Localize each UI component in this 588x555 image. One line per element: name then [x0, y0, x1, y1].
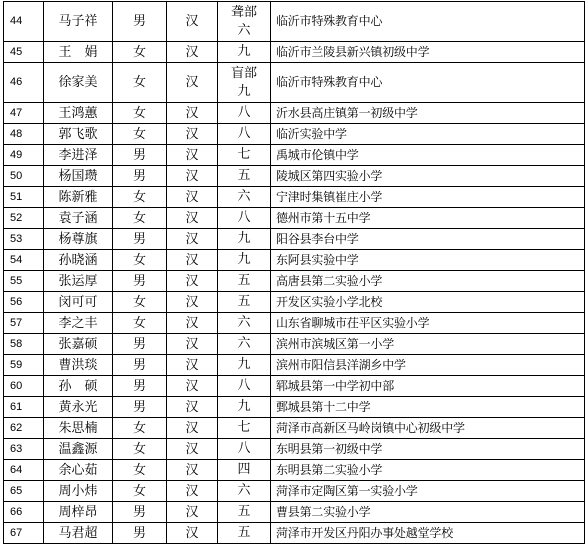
- cell-grade: [218, 208, 271, 229]
- cell-gender: 女: [113, 208, 167, 229]
- cell-school: 东明县第二实验小学: [271, 460, 585, 481]
- table-row: [4, 502, 585, 523]
- table-row: [4, 439, 585, 460]
- cell-school: 滨州市滨城区第一小学: [271, 334, 585, 355]
- cell-ethnicity: 汉: [167, 63, 218, 103]
- cell-gender: 男: [113, 2, 167, 42]
- table-row: [4, 187, 585, 208]
- cell-ethnicity: 汉: [167, 460, 218, 481]
- grade-part: 盲部: [230, 65, 257, 81]
- grade-part: 六: [237, 483, 251, 498]
- cell-name: 周小炜: [44, 481, 113, 502]
- cell-name: 朱思楠: [44, 418, 113, 439]
- cell-ethnicity: 汉: [167, 502, 218, 523]
- cell-school: 东明县第一初级中学: [271, 439, 585, 460]
- cell-ethnicity: 汉: [167, 145, 218, 166]
- cell-gender: 男: [113, 523, 167, 544]
- cell-name: 李之丰: [44, 313, 113, 334]
- cell-ethnicity: 汉: [167, 271, 218, 292]
- cell-school: 菏泽市高新区马岭岗镇中心初级中学: [271, 418, 585, 439]
- cell-grade: [218, 42, 271, 63]
- cell-school: 临沂市特殊教育中心: [271, 63, 585, 103]
- cell-gender: 女: [113, 103, 167, 124]
- cell-school: 宁津时集镇崔庄小学: [271, 187, 585, 208]
- cell-grade: [218, 334, 271, 355]
- cell-number: 66: [4, 502, 44, 523]
- table-row: [4, 271, 585, 292]
- cell-number: 55: [4, 271, 44, 292]
- cell-grade: [218, 229, 271, 250]
- table-row: [4, 313, 585, 334]
- cell-gender: 男: [113, 502, 167, 523]
- cell-ethnicity: 汉: [167, 124, 218, 145]
- cell-gender: 女: [113, 292, 167, 313]
- cell-number: 48: [4, 124, 44, 145]
- cell-name: 陈新雅: [44, 187, 113, 208]
- cell-gender: 女: [113, 250, 167, 271]
- cell-ethnicity: 汉: [167, 42, 218, 63]
- cell-ethnicity: 汉: [167, 313, 218, 334]
- cell-school: 菏泽市开发区丹阳办事处越堂学校: [271, 523, 585, 544]
- grade-part: 九: [237, 231, 251, 246]
- cell-name: 闵可可: [44, 292, 113, 313]
- cell-ethnicity: 汉: [167, 397, 218, 418]
- cell-number: 54: [4, 250, 44, 271]
- grade-part: 七: [237, 147, 251, 162]
- cell-school: 东阿县实验中学: [271, 250, 585, 271]
- grade-part: 八: [237, 126, 251, 141]
- grade-part: 九: [237, 252, 251, 267]
- grade-part: 七: [237, 420, 251, 435]
- cell-gender: 男: [113, 271, 167, 292]
- grade-part: 六: [237, 315, 251, 330]
- cell-name: 马君超: [44, 523, 113, 544]
- cell-name: 孙晓涵: [44, 250, 113, 271]
- cell-number: 65: [4, 481, 44, 502]
- cell-gender: 女: [113, 42, 167, 63]
- cell-grade: [218, 439, 271, 460]
- cell-school: 开发区实验小学北校: [271, 292, 585, 313]
- cell-name: 杨尊旗: [44, 229, 113, 250]
- cell-school: 鄄城县第十二中学: [271, 397, 585, 418]
- cell-number: 58: [4, 334, 44, 355]
- cell-name: 余心茹: [44, 460, 113, 481]
- cell-number: 44: [4, 2, 44, 42]
- cell-grade: [218, 271, 271, 292]
- cell-number: 59: [4, 355, 44, 376]
- table-row: [4, 418, 585, 439]
- cell-ethnicity: 汉: [167, 376, 218, 397]
- cell-gender: 女: [113, 481, 167, 502]
- cell-school: 滨州市阳信县洋湖乡中学: [271, 355, 585, 376]
- cell-gender: 女: [113, 439, 167, 460]
- cell-grade: [218, 460, 271, 481]
- cell-school: 临沂市特殊教育中心: [271, 2, 585, 42]
- cell-gender: 女: [113, 313, 167, 334]
- grade-part: 九: [237, 44, 251, 59]
- cell-grade: [218, 2, 271, 42]
- cell-grade: [218, 418, 271, 439]
- cell-grade: [218, 502, 271, 523]
- cell-number: 61: [4, 397, 44, 418]
- cell-gender: 女: [113, 418, 167, 439]
- table-row: [4, 523, 585, 544]
- cell-ethnicity: 汉: [167, 166, 218, 187]
- cell-name: 黄永光: [44, 397, 113, 418]
- cell-school: 陵城区第四实验小学: [271, 166, 585, 187]
- student-table: [3, 1, 585, 544]
- cell-name: 李进泽: [44, 145, 113, 166]
- cell-school: 沂水县高庄镇第一初级中学: [271, 103, 585, 124]
- cell-gender: 男: [113, 376, 167, 397]
- cell-name: 袁子涵: [44, 208, 113, 229]
- table-row: [4, 292, 585, 313]
- grade-part: 九: [237, 357, 251, 372]
- cell-number: 52: [4, 208, 44, 229]
- cell-name: 张嘉硕: [44, 334, 113, 355]
- grade-part: 六: [237, 336, 251, 351]
- cell-grade: [218, 397, 271, 418]
- table-row: [4, 334, 585, 355]
- cell-gender: 男: [113, 355, 167, 376]
- cell-number: 49: [4, 145, 44, 166]
- cell-school: 临沂实验中学: [271, 124, 585, 145]
- cell-gender: 男: [113, 334, 167, 355]
- cell-name: 孙 硕: [44, 376, 113, 397]
- cell-school: 曹县第二实验小学: [271, 502, 585, 523]
- cell-ethnicity: 汉: [167, 355, 218, 376]
- cell-school: 禹城市伦镇中学: [271, 145, 585, 166]
- cell-number: 50: [4, 166, 44, 187]
- cell-name: 张运厚: [44, 271, 113, 292]
- table-row: [4, 208, 585, 229]
- cell-grade: [218, 103, 271, 124]
- cell-number: 63: [4, 439, 44, 460]
- cell-ethnicity: 汉: [167, 208, 218, 229]
- cell-grade: [218, 292, 271, 313]
- cell-ethnicity: 汉: [167, 2, 218, 42]
- grade-part: 聋部: [230, 4, 257, 20]
- cell-gender: 女: [113, 460, 167, 481]
- cell-name: 曹洪琰: [44, 355, 113, 376]
- cell-ethnicity: 汉: [167, 229, 218, 250]
- cell-number: 57: [4, 313, 44, 334]
- cell-school: 阳谷县李台中学: [271, 229, 585, 250]
- cell-gender: 男: [113, 397, 167, 418]
- table-row: [4, 229, 585, 250]
- cell-grade: [218, 313, 271, 334]
- grade-part: 八: [237, 210, 251, 225]
- cell-number: 67: [4, 523, 44, 544]
- table-row: [4, 63, 585, 103]
- cell-grade: [218, 63, 271, 103]
- table-row: [4, 42, 585, 63]
- cell-name: 温鑫源: [44, 439, 113, 460]
- cell-gender: 男: [113, 166, 167, 187]
- cell-ethnicity: 汉: [167, 523, 218, 544]
- cell-number: 64: [4, 460, 44, 481]
- cell-name: 马子祥: [44, 2, 113, 42]
- cell-ethnicity: 汉: [167, 439, 218, 460]
- cell-grade: [218, 166, 271, 187]
- cell-ethnicity: 汉: [167, 250, 218, 271]
- cell-grade: [218, 187, 271, 208]
- cell-school: 山东省聊城市茌平区实验小学: [271, 313, 585, 334]
- cell-number: 46: [4, 63, 44, 103]
- grade-part: 九: [237, 399, 251, 414]
- cell-name: 杨国瓒: [44, 166, 113, 187]
- table-row: [4, 397, 585, 418]
- cell-number: 62: [4, 418, 44, 439]
- table-row: [4, 460, 585, 481]
- table-row: [4, 376, 585, 397]
- table-row: [4, 145, 585, 166]
- grade-part: 四: [237, 462, 251, 477]
- cell-ethnicity: 汉: [167, 103, 218, 124]
- table-row: [4, 481, 585, 502]
- cell-grade: [218, 523, 271, 544]
- grade-part: 六: [237, 189, 251, 204]
- cell-name: 王 娟: [44, 42, 113, 63]
- cell-grade: [218, 124, 271, 145]
- cell-number: 60: [4, 376, 44, 397]
- grade-part: 五: [237, 168, 251, 183]
- cell-ethnicity: 汉: [167, 292, 218, 313]
- table-row: [4, 250, 585, 271]
- table-row: [4, 2, 585, 42]
- cell-number: 45: [4, 42, 44, 63]
- cell-ethnicity: 汉: [167, 334, 218, 355]
- cell-number: 47: [4, 103, 44, 124]
- grade-part: 五: [237, 273, 251, 288]
- cell-name: 郭飞歌: [44, 124, 113, 145]
- cell-name: 周梓昂: [44, 502, 113, 523]
- cell-school: 德州市第十五中学: [271, 208, 585, 229]
- table-row: [4, 166, 585, 187]
- grade-part: 八: [237, 441, 251, 456]
- cell-number: 56: [4, 292, 44, 313]
- cell-school: 高唐县第二实验小学: [271, 271, 585, 292]
- cell-gender: 女: [113, 187, 167, 208]
- grade-part: 八: [237, 105, 251, 120]
- table-row: [4, 355, 585, 376]
- cell-gender: 女: [113, 63, 167, 103]
- grade-part: 五: [237, 525, 251, 540]
- student-table-body: [4, 2, 585, 544]
- cell-gender: 男: [113, 229, 167, 250]
- cell-school: 郓城县第一中学初中部: [271, 376, 585, 397]
- cell-school: 临沂市兰陵县新兴镇初级中学: [271, 42, 585, 63]
- grade-part: 五: [237, 294, 251, 309]
- grade-part: 九: [237, 83, 251, 99]
- grade-part: 六: [237, 22, 251, 38]
- cell-grade: [218, 355, 271, 376]
- cell-grade: [218, 250, 271, 271]
- cell-gender: 男: [113, 145, 167, 166]
- cell-name: 徐家美: [44, 63, 113, 103]
- cell-ethnicity: 汉: [167, 187, 218, 208]
- cell-number: 51: [4, 187, 44, 208]
- cell-grade: [218, 145, 271, 166]
- cell-ethnicity: 汉: [167, 418, 218, 439]
- cell-ethnicity: 汉: [167, 481, 218, 502]
- grade-part: 八: [237, 378, 251, 393]
- table-row: [4, 103, 585, 124]
- cell-school: 菏泽市定陶区第一实验小学: [271, 481, 585, 502]
- cell-number: 53: [4, 229, 44, 250]
- cell-grade: [218, 481, 271, 502]
- cell-grade: [218, 376, 271, 397]
- grade-part: 五: [237, 504, 251, 519]
- table-row: [4, 124, 585, 145]
- cell-gender: 女: [113, 124, 167, 145]
- cell-name: 王鸿蕙: [44, 103, 113, 124]
